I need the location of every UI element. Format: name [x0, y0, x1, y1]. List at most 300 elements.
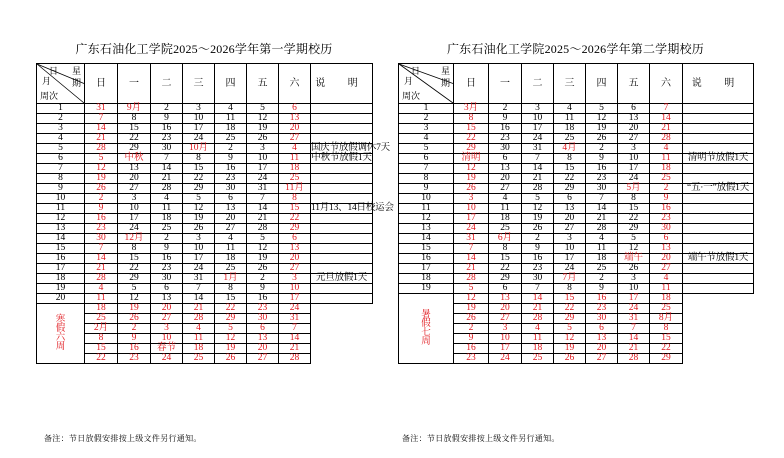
week-row: [37, 204, 373, 214]
week-row: [37, 124, 373, 134]
holiday-date-cell: 26: [118, 314, 151, 324]
date-cell: 16: [489, 124, 522, 134]
holiday-label-char: 暑: [421, 309, 431, 320]
holiday-date-cell: 27: [586, 354, 618, 364]
date-cell: 2: [151, 104, 183, 114]
date-cell: 5月: [618, 184, 650, 194]
date-cell: 2: [650, 184, 683, 194]
header-zhouci: 周次: [40, 91, 59, 101]
holiday-date-cell: 4: [183, 324, 215, 334]
date-cell: 20: [554, 214, 586, 224]
holiday-date-cell: 7: [618, 324, 650, 334]
week-row: [37, 284, 373, 294]
week-row: [399, 204, 754, 214]
calendar-table: [398, 63, 754, 364]
date-cell: 9: [586, 154, 618, 164]
holiday-date-cell: 21: [618, 344, 650, 354]
holiday-date-cell: 3: [489, 324, 522, 334]
date-cell: 12: [618, 244, 650, 254]
date-cell: 9: [522, 244, 554, 254]
date-cell: 8: [454, 114, 489, 124]
week-number: 14: [37, 234, 85, 244]
holiday-date-cell: 26: [454, 314, 489, 324]
date-cell: 10: [554, 244, 586, 254]
date-cell: 18: [586, 254, 618, 264]
week-row: [37, 154, 373, 164]
week-note: [311, 244, 373, 254]
holiday-date-cell: 22: [85, 354, 118, 364]
date-cell: 16: [586, 164, 618, 174]
date-cell: 3: [618, 274, 650, 284]
week-number: 11: [37, 204, 85, 214]
date-cell: 8: [279, 194, 311, 204]
date-cell: 19: [586, 124, 618, 134]
week-row: [37, 184, 373, 194]
date-cell: 6: [489, 154, 522, 164]
date-cell: 21: [454, 264, 489, 274]
date-cell: 15: [118, 254, 151, 264]
header-day-tue: 二: [522, 64, 554, 104]
page-title: 广东石油化工学院2025～2026学年第二学期校历: [446, 42, 704, 56]
week-note: [311, 294, 373, 304]
week-note: [683, 274, 754, 284]
date-cell: 26: [247, 134, 279, 144]
date-cell: 25: [279, 174, 311, 184]
date-cell: 10: [183, 114, 215, 124]
date-cell: 29: [118, 144, 151, 154]
date-cell: 25: [650, 174, 683, 184]
date-cell: 23: [215, 174, 247, 184]
date-cell: 19: [454, 174, 489, 184]
week-note: [683, 174, 754, 184]
holiday-date-cell: 29: [215, 314, 247, 324]
holiday-date-cell: 2月: [85, 324, 118, 334]
date-cell: 11: [489, 204, 522, 214]
date-cell: 27: [650, 264, 683, 274]
holiday-label-char: 七: [421, 327, 431, 338]
date-cell: 27: [489, 184, 522, 194]
date-cell: 18: [215, 124, 247, 134]
week-note: [311, 104, 373, 114]
week-number: 17: [37, 264, 85, 274]
date-cell: 31: [522, 144, 554, 154]
date-cell: 7: [85, 114, 118, 124]
header-day-thu: 四: [586, 64, 618, 104]
date-cell: 11: [151, 204, 183, 214]
week-number: 15: [37, 244, 85, 254]
week-number: 18: [399, 274, 454, 284]
date-cell: 16: [522, 254, 554, 264]
week-row: [37, 134, 373, 144]
date-cell: 18: [554, 124, 586, 134]
week-note: “五·一”放假1天: [683, 184, 754, 194]
holiday-note-blank: [683, 294, 754, 364]
header-day-sun: 日: [454, 64, 489, 104]
week-row: [399, 194, 754, 204]
week-note: [311, 184, 373, 194]
date-cell: 25: [215, 134, 247, 144]
date-cell: 13: [554, 204, 586, 214]
holiday-label-char: 假: [421, 318, 431, 329]
holiday-date-cell: 18: [85, 304, 118, 314]
holiday-date-cell: 19: [554, 344, 586, 354]
date-cell: 19: [247, 124, 279, 134]
date-cell: 28: [85, 144, 118, 154]
week-row: [399, 214, 754, 224]
date-cell: 25: [151, 224, 183, 234]
date-cell: 23: [85, 224, 118, 234]
week-number: 16: [37, 254, 85, 264]
holiday-date-cell: 23: [247, 304, 279, 314]
date-cell: 23: [586, 174, 618, 184]
holiday-date-cell: 25: [85, 314, 118, 324]
date-cell: 2: [215, 144, 247, 154]
header-yue: 月: [42, 76, 52, 86]
holiday-date-cell: 2: [118, 324, 151, 334]
week-row: [399, 144, 754, 154]
date-cell: 10: [279, 284, 311, 294]
week-number: 6: [37, 154, 85, 164]
date-cell: 10: [118, 204, 151, 214]
holiday-date-cell: 14: [279, 334, 311, 344]
week-note: [683, 114, 754, 124]
page-title: 广东石油化工学院2025～2026学年第一学期校历: [75, 42, 333, 56]
date-cell: 6: [489, 284, 522, 294]
holiday-date-cell: 19: [454, 304, 489, 314]
date-cell: 27: [618, 134, 650, 144]
date-cell: 25: [489, 224, 522, 234]
date-cell: 清明: [454, 154, 489, 164]
holiday-date-cell: 24: [279, 304, 311, 314]
week-note: [311, 254, 373, 264]
date-cell: 24: [118, 224, 151, 234]
date-cell: 24: [183, 134, 215, 144]
date-cell: 17: [118, 214, 151, 224]
holiday-date-cell: 15: [554, 294, 586, 304]
date-cell: 9: [489, 114, 522, 124]
date-cell: 16: [151, 254, 183, 264]
date-cell: 9: [215, 154, 247, 164]
week-number: 13: [37, 224, 85, 234]
date-cell: 9月: [118, 104, 151, 114]
date-cell: 30: [586, 184, 618, 194]
date-cell: 26: [618, 264, 650, 274]
calendar-table: [36, 63, 394, 364]
date-cell: 6: [151, 284, 183, 294]
holiday-date-cell: 20: [586, 344, 618, 354]
week-row: [399, 134, 754, 144]
holiday-date-cell: 14: [618, 334, 650, 344]
header-qi: 期: [71, 78, 81, 88]
holiday-date-cell: 23: [118, 354, 151, 364]
week-number: 7: [399, 164, 454, 174]
date-cell: 7: [85, 244, 118, 254]
date-cell: 29: [183, 184, 215, 194]
holiday-date-cell: 11: [183, 334, 215, 344]
holiday-date-cell: 8月: [650, 314, 683, 324]
date-cell: 24: [618, 174, 650, 184]
week-number: 1: [37, 104, 85, 114]
date-cell: 16: [85, 214, 118, 224]
week-note: [683, 224, 754, 234]
holiday-date-cell: 12: [554, 334, 586, 344]
date-cell: 25: [554, 134, 586, 144]
date-cell: 9: [247, 284, 279, 294]
date-cell: 6: [279, 104, 311, 114]
holiday-date-cell: 26: [554, 354, 586, 364]
holiday-date-cell: 24: [489, 354, 522, 364]
week-row: [37, 144, 373, 154]
holiday-date-cell: 28: [183, 314, 215, 324]
date-cell: 17: [247, 164, 279, 174]
holiday-date-cell: 25: [183, 354, 215, 364]
week-note: [311, 174, 373, 184]
date-cell: 7: [454, 244, 489, 254]
date-cell: 4: [489, 194, 522, 204]
date-cell: 端午: [618, 254, 650, 264]
date-cell: 7: [650, 104, 683, 114]
date-cell: 13: [650, 244, 683, 254]
holiday-date-cell: 22: [650, 344, 683, 354]
date-cell: 3: [554, 234, 586, 244]
holiday-date-cell: 21: [522, 304, 554, 314]
date-cell: 30: [215, 184, 247, 194]
date-cell: 29: [118, 274, 151, 284]
holiday-date-cell: 30: [247, 314, 279, 324]
date-cell: 26: [247, 264, 279, 274]
holiday-date-cell: 16: [118, 344, 151, 354]
corner-header: [37, 64, 85, 104]
date-cell: 20: [618, 124, 650, 134]
week-note: [311, 114, 373, 124]
date-cell: 14: [183, 294, 215, 304]
week-row: [37, 234, 373, 244]
date-cell: 27: [279, 264, 311, 274]
date-cell: 10: [247, 154, 279, 164]
week-number: 12: [399, 214, 454, 224]
holiday-row: [399, 294, 754, 304]
week-number: 8: [37, 174, 85, 184]
holiday-date-cell: 24: [618, 304, 650, 314]
date-cell: 28: [522, 184, 554, 194]
holiday-date-cell: 29: [650, 354, 683, 364]
date-cell: 10: [618, 154, 650, 164]
date-cell: 25: [586, 264, 618, 274]
week-row: [37, 104, 373, 114]
week-note: [311, 224, 373, 234]
holiday-date-cell: 21: [183, 304, 215, 314]
date-cell: 18: [650, 164, 683, 174]
week-number: 4: [37, 134, 85, 144]
date-cell: 31: [247, 184, 279, 194]
date-cell: 7: [522, 284, 554, 294]
week-note: 国庆节放假调休7天: [311, 143, 390, 153]
date-cell: 14: [522, 164, 554, 174]
date-cell: 22: [118, 264, 151, 274]
date-cell: 19: [85, 174, 118, 184]
holiday-date-cell: 10: [151, 334, 183, 344]
date-cell: 23: [151, 264, 183, 274]
date-cell: 15: [618, 204, 650, 214]
week-number: 2: [399, 114, 454, 124]
header-xing: 日: [49, 66, 59, 76]
date-cell: 中秋: [118, 154, 151, 164]
date-cell: 5: [618, 234, 650, 244]
date-cell: 23: [522, 264, 554, 274]
week-number: 19: [37, 284, 85, 294]
week-note: [683, 104, 754, 114]
date-cell: 4: [215, 234, 247, 244]
week-number: 1: [399, 104, 454, 114]
date-cell: 4: [554, 104, 586, 114]
date-cell: 2: [247, 274, 279, 284]
date-cell: 20: [489, 174, 522, 184]
date-cell: 15: [118, 124, 151, 134]
holiday-date-cell: 4: [522, 324, 554, 334]
date-cell: 12: [183, 204, 215, 214]
holiday-date-cell: 2: [454, 324, 489, 334]
week-number: 10: [37, 194, 85, 204]
date-cell: 1月: [215, 274, 247, 284]
week-number: 16: [399, 254, 454, 264]
week-number: 15: [399, 244, 454, 254]
date-cell: 5: [183, 194, 215, 204]
date-cell: 19: [183, 214, 215, 224]
date-cell: 15: [279, 204, 311, 214]
date-cell: 5: [247, 104, 279, 114]
week-note: [683, 144, 754, 154]
week-row: [37, 194, 373, 204]
week-row: [399, 274, 754, 284]
date-cell: 3: [183, 234, 215, 244]
date-cell: 5: [454, 284, 489, 294]
date-cell: 17: [183, 254, 215, 264]
header-day-mon: 一: [118, 64, 151, 104]
holiday-date-cell: 20: [247, 344, 279, 354]
date-cell: 22: [279, 214, 311, 224]
week-row: [37, 254, 373, 264]
week-note: 端午节放假1天: [683, 254, 754, 264]
date-cell: 13: [618, 114, 650, 124]
date-cell: 30: [489, 144, 522, 154]
date-cell: 3: [118, 194, 151, 204]
week-row: [399, 234, 754, 244]
date-cell: 17: [454, 214, 489, 224]
date-cell: 13: [279, 244, 311, 254]
date-cell: 28: [454, 274, 489, 284]
date-cell: 17: [554, 254, 586, 264]
date-cell: 15: [183, 164, 215, 174]
date-cell: 16: [650, 204, 683, 214]
holiday-date-cell: 13: [586, 334, 618, 344]
week-row: [399, 254, 754, 264]
date-cell: 2: [489, 104, 522, 114]
week-note: [683, 124, 754, 134]
holiday-date-cell: 10: [489, 334, 522, 344]
date-cell: 11: [85, 294, 118, 304]
holiday-date-cell: 18: [650, 294, 683, 304]
week-note: [683, 234, 754, 244]
date-cell: 24: [522, 134, 554, 144]
date-cell: 5: [247, 234, 279, 244]
date-cell: 17: [279, 294, 311, 304]
header-day-fri: 五: [618, 64, 650, 104]
week-note: [311, 134, 373, 144]
date-cell: 19: [522, 214, 554, 224]
holiday-date-cell: 13: [247, 334, 279, 344]
date-cell: 16: [215, 164, 247, 174]
holiday-label-char: 假: [55, 323, 66, 334]
date-cell: 30: [151, 274, 183, 284]
date-cell: 13: [118, 164, 151, 174]
week-note: [311, 214, 373, 224]
date-cell: 22: [489, 264, 522, 274]
date-cell: 25: [215, 264, 247, 274]
date-cell: 14: [454, 254, 489, 264]
date-cell: 8: [183, 154, 215, 164]
date-cell: 8: [618, 194, 650, 204]
date-cell: 11: [215, 114, 247, 124]
holiday-date-cell: 3: [151, 324, 183, 334]
date-cell: 26: [85, 184, 118, 194]
week-row: [399, 174, 754, 184]
week-row: [399, 224, 754, 234]
date-cell: 8: [554, 154, 586, 164]
date-cell: 9: [586, 284, 618, 294]
date-cell: 24: [247, 174, 279, 184]
date-cell: 10: [454, 204, 489, 214]
header-qi: 期: [440, 78, 450, 88]
date-cell: 10: [618, 284, 650, 294]
week-number: 18: [37, 274, 85, 284]
date-cell: 12: [247, 114, 279, 124]
holiday-label-char: 周: [55, 341, 66, 352]
date-cell: 28: [151, 184, 183, 194]
date-cell: 7月: [554, 274, 586, 284]
date-cell: 2: [586, 144, 618, 154]
date-cell: 19: [247, 254, 279, 264]
holiday-date-cell: 30: [586, 314, 618, 324]
date-cell: 11: [215, 244, 247, 254]
date-cell: 26: [586, 134, 618, 144]
date-cell: 30: [522, 274, 554, 284]
date-cell: 6: [618, 104, 650, 114]
date-cell: 10: [183, 244, 215, 254]
header-xing2: 星: [71, 66, 81, 76]
date-cell: 11月: [279, 184, 311, 194]
date-cell: 4: [215, 104, 247, 114]
week-note: [683, 194, 754, 204]
date-cell: 5: [522, 194, 554, 204]
date-cell: 18: [215, 254, 247, 264]
date-cell: 21: [650, 124, 683, 134]
date-cell: 17: [183, 124, 215, 134]
date-cell: 30: [85, 234, 118, 244]
date-cell: 29: [454, 144, 489, 154]
holiday-label-char: 寒: [55, 314, 66, 325]
date-cell: 5: [85, 154, 118, 164]
date-cell: 22: [118, 134, 151, 144]
week-row: [399, 114, 754, 124]
holiday-date-cell: 6: [586, 324, 618, 334]
date-cell: 20: [279, 124, 311, 134]
header-day-wed: 三: [554, 64, 586, 104]
holiday-date-cell: 25: [650, 304, 683, 314]
holiday-date-cell: 14: [522, 294, 554, 304]
date-cell: 9: [85, 204, 118, 214]
date-cell: 6: [650, 234, 683, 244]
header-day-tue: 二: [151, 64, 183, 104]
